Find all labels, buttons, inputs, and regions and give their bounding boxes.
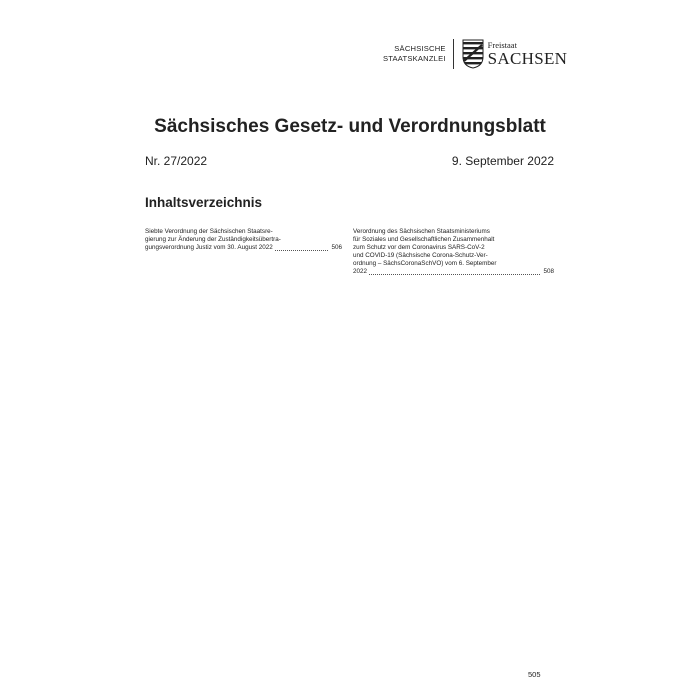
toc-page-number: 508 xyxy=(543,268,554,276)
toc-page-number: 506 xyxy=(331,244,342,252)
staatskanzlei-label xyxy=(383,44,446,64)
toc-entry-last-line xyxy=(145,244,342,252)
sachsen-label: SACHSEN xyxy=(487,49,568,69)
page-title: Sächsisches Gesetz- und Verordnungsblatt xyxy=(154,116,546,137)
toc-entry-line: gierung zur Änderung der Zuständigkeitsübertra- xyxy=(145,236,281,244)
issue-number: Nr. 27/2022 xyxy=(145,154,208,168)
page-number: 505 xyxy=(528,670,541,679)
dot-leader xyxy=(275,250,329,251)
toc-entry-line: ordnung – SächsCoronaSchVO) vom 6. September xyxy=(353,260,497,268)
issue-info xyxy=(145,154,554,168)
issue-date: 9. September 2022 xyxy=(451,154,554,168)
toc-entry[interactable] xyxy=(353,228,554,277)
kanzlei-line-2: STAATSKANZLEI xyxy=(383,54,446,63)
toc-entry-last-line xyxy=(353,268,554,276)
toc-entry-line: 2022 xyxy=(353,268,368,276)
toc-entry-line: für Soziales und Gesellschaftlichen Zusammenhalt xyxy=(353,236,495,244)
kanzlei-line-1: SÄCHSISCHE xyxy=(394,44,446,53)
toc-entry-line: gungsverordnung Justiz vom 30. August 2022 xyxy=(145,244,273,252)
toc-entry[interactable] xyxy=(145,228,342,252)
dot-leader xyxy=(369,274,540,275)
freistaat-label: Freistaat xyxy=(487,39,517,50)
toc-heading: Inhaltsverzeichnis xyxy=(145,195,263,210)
saxony-coat-of-arms-icon xyxy=(462,39,484,69)
toc-entry-line: und COVID-19 (Sächsische Corona-Schutz-Ver- xyxy=(353,252,488,260)
header-logo xyxy=(383,38,567,70)
freistaat-sachsen-wordmark xyxy=(488,41,568,68)
toc-entry-line: zum Schutz vor dem Coronavirus SARS-CoV-2 xyxy=(353,244,485,252)
toc-entry-line: Verordnung des Sächsischen Staatsministeriums xyxy=(353,228,490,235)
toc-entry-line: Siebte Verordnung der Sächsischen Staatsre- xyxy=(145,228,273,235)
logo-divider xyxy=(453,39,454,69)
